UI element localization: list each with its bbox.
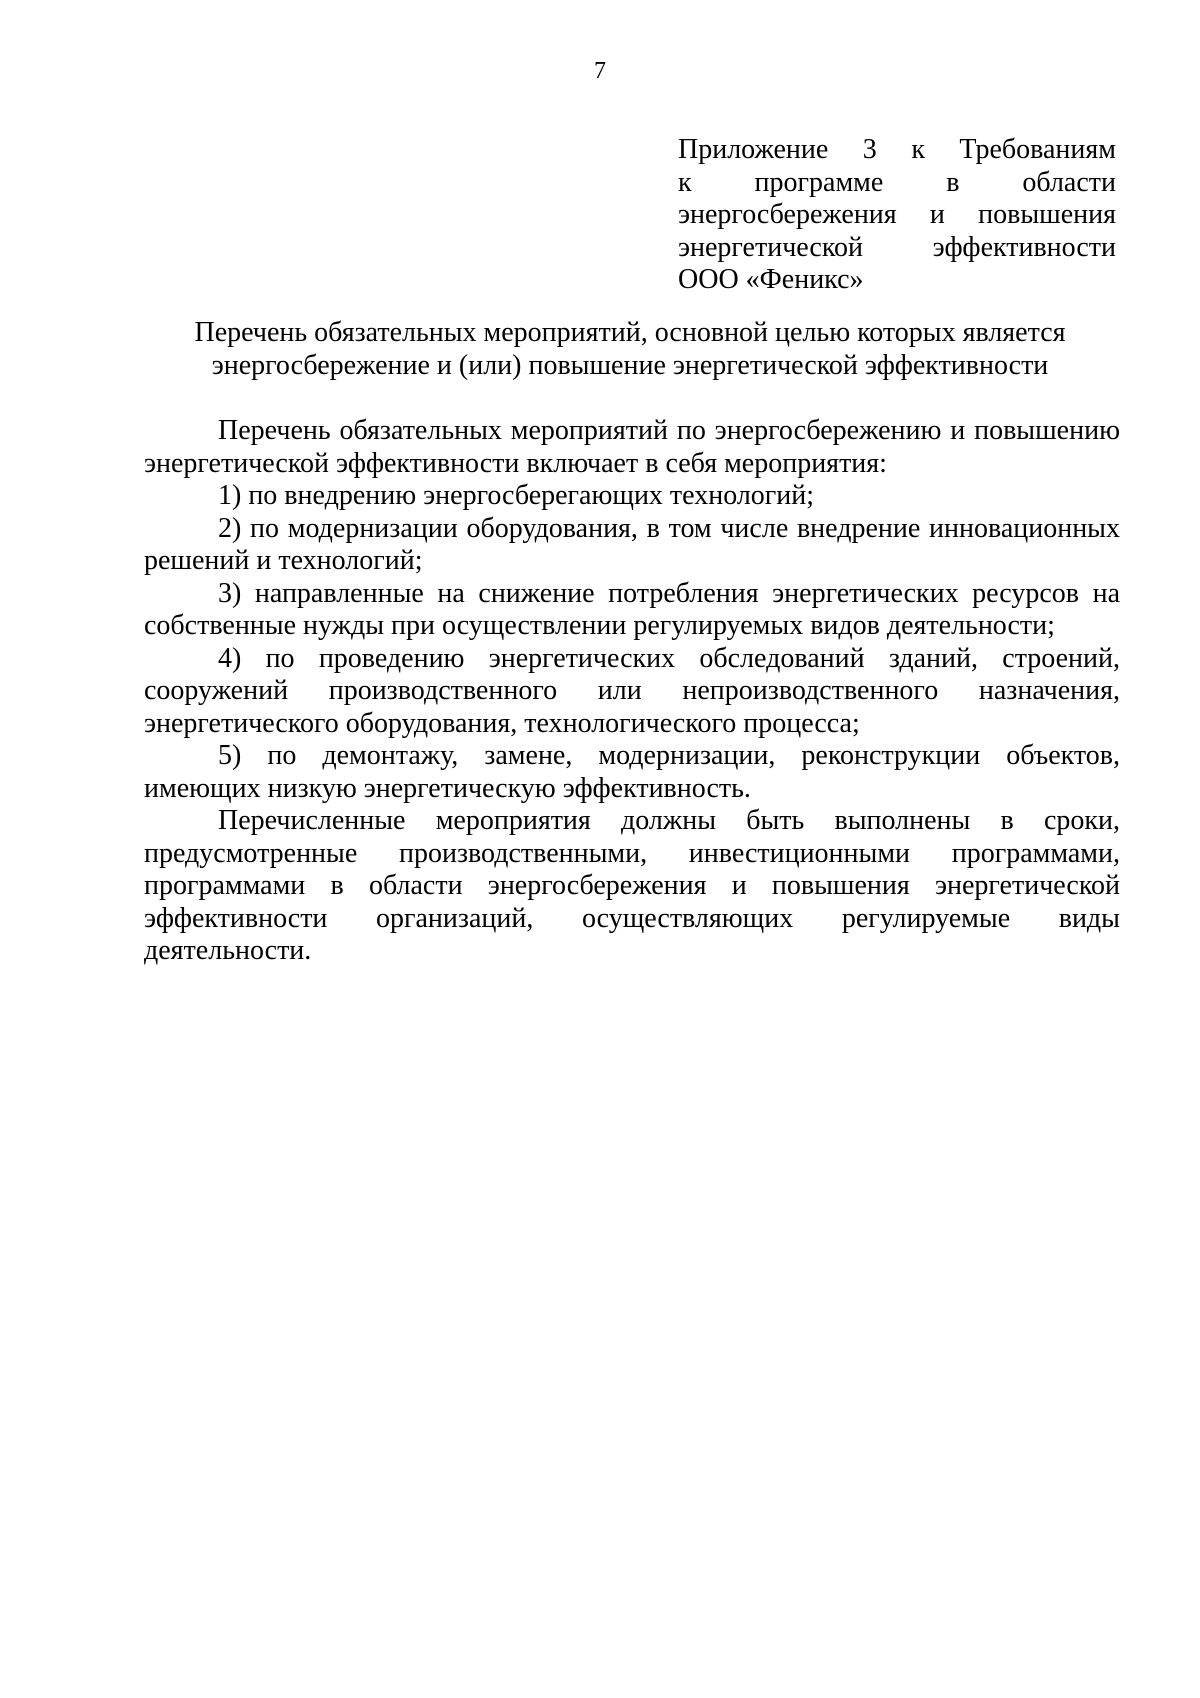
title-line: Перечень обязательных мероприятий, основной целью которых является bbox=[194, 317, 1066, 348]
appendix-line: энергетической эффективности bbox=[678, 231, 1116, 263]
document-title bbox=[140, 316, 1120, 382]
appendix-line: энергосбережения и повышения bbox=[678, 199, 1116, 230]
title-line: энергосбережение и (или) повышение энергетической эффективности bbox=[211, 350, 1049, 381]
appendix-line: Приложение 3 к Требованиям bbox=[678, 134, 1116, 165]
list-item-3: 3) направленные на снижение потребления энергетических ресурсов на собственные нужды при осуществлении регулируемых видов деятельности; bbox=[144, 577, 1120, 641]
page-number: 7 bbox=[594, 58, 606, 84]
list-item-2: 2) по модернизации оборудования, в том числе внедрение инновационных решений и технологий; bbox=[144, 512, 1120, 576]
appendix-line: к программе в области bbox=[678, 166, 1116, 198]
list-item-5: 5) по демонтажу, замене, модернизации, реконструкции объектов, имеющих низкую энергетическую эффективность. bbox=[144, 740, 1120, 804]
intro-paragraph: Перечень обязательных мероприятий по энергосбережению и повышению энергетической эффективности включает в себя мероприятия: bbox=[144, 415, 1120, 479]
list-item-4: 4) по проведению энергетических обследований зданий, строений, сооружений производственного или непроизводственного назначения, энергетического оборудования, технологического процесса; bbox=[144, 642, 1120, 739]
list-item-1: 1) по внедрению энергосберегающих технологий; bbox=[218, 480, 815, 511]
appendix-header bbox=[678, 134, 1116, 297]
appendix-line: ООО «Феникс» bbox=[678, 264, 864, 295]
document-body bbox=[144, 415, 1120, 968]
closing-paragraph: Перечисленные мероприятия должны быть выполнены в сроки, предусмотренные производственными, инвестиционными программами, программами в области энергосбережения и повышения энергетической эффективности организаций, осуществляющих регулируемые виды деятельности. bbox=[144, 805, 1120, 966]
